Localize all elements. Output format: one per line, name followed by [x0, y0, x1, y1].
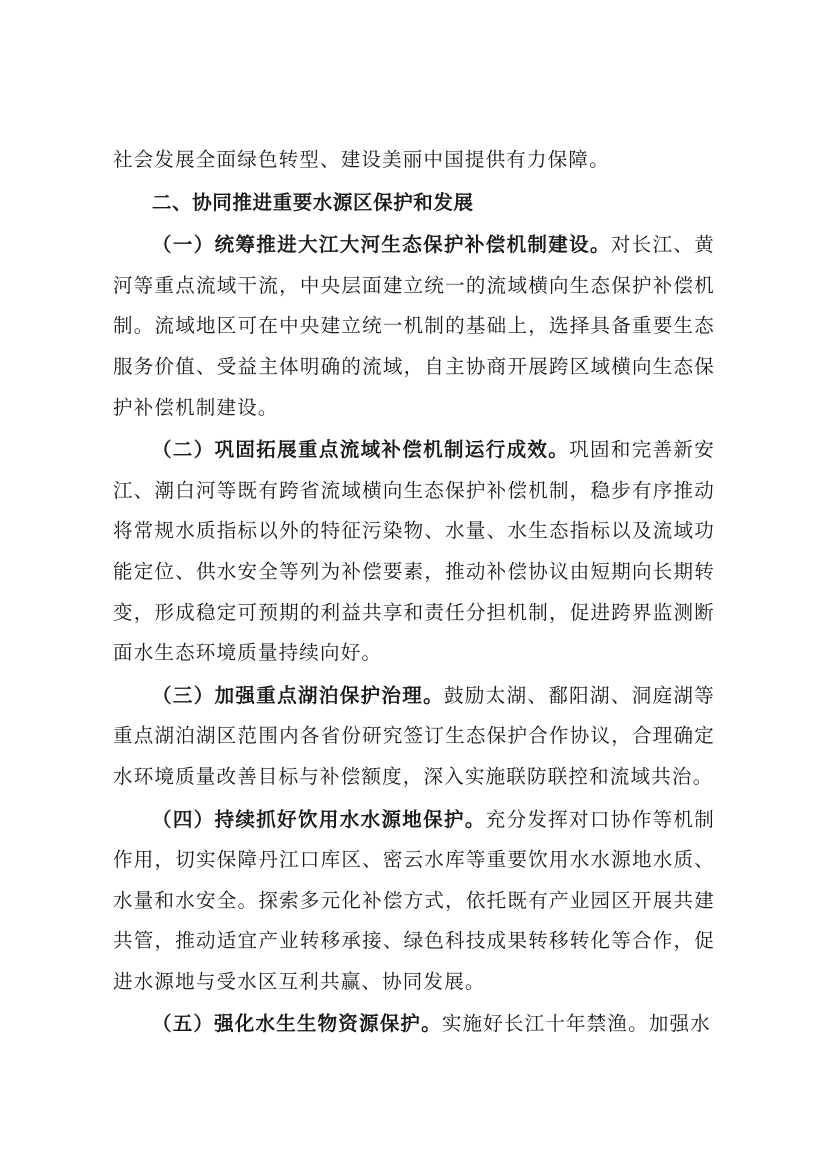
paragraph-2-body: 巩固和完善新安江、潮白河等既有跨省流域横向生态保护补偿机制，稳步有序推动将常规水质指标以外的特征污染物、水量、水生态指标以及流域功能定位、供水安全等列为补偿要素，推动补偿协议由短期向长期转变，形成稳定可预期的利益共享和责任分担机制，促进跨界监测断面水生态环境质量持续向好。 — [113, 438, 715, 665]
paragraph-5 — [113, 1004, 715, 1045]
paragraph-1-title: （一）统筹推进大江大河生态保护补偿机制建设。 — [152, 233, 611, 257]
paragraph-3-title: （三）加强重点湖泊保护治理。 — [152, 683, 444, 707]
paragraph-1 — [113, 225, 715, 428]
paragraph-5-body: 实施好长江十年禁渔。加强水 — [441, 1012, 711, 1036]
intro-continuation: 社会发展全面绿色转型、建设美丽中国提供有力保障。 — [113, 148, 610, 171]
paragraph-4 — [113, 800, 715, 1003]
paragraph-1-body: 对长江、黄河等重点流域干流，中央层面建立统一的流域横向生态保护补偿机制。流域地区可在中央建立统一机制的基础上，选择具备重要生态服务价值、受益主体明确的流域，自主协商开展跨区域横向生态保护补偿机制建设。 — [113, 233, 715, 419]
paragraph-3-body: 鼓励太湖、鄱阳湖、洞庭湖等重点湖泊湖区范围内各省份研究签订生态保护合作协议，合理确定水环境质量改善目标与补偿额度，深入实施联防联控和流域共治。 — [113, 683, 715, 788]
paragraph-3 — [113, 676, 715, 798]
paragraph-5-title: （五）强化水生生物资源保护。 — [152, 1012, 442, 1036]
section-heading: 二、协同推进重要水源区保护和发展 — [152, 190, 474, 214]
paragraph-2 — [113, 430, 715, 674]
paragraph-2-title: （二）巩固拓展重点流域补偿机制运行成效。 — [152, 438, 570, 462]
paragraph-4-body: 充分发挥对口协作等机制作用，切实保障丹江口库区、密云水库等重要饮用水水源地水质、水量和水安全。探索多元化补偿方式，依托既有产业园区开展共建共管，推动适宜产业转移承接、绿色科技成果转移转化等合作，促进水源地与受水区互利共赢、协同发展。 — [113, 807, 716, 993]
paragraph-4-title: （四）持续抓好饮用水水源地保护。 — [152, 807, 486, 831]
document-page — [113, 140, 715, 1045]
